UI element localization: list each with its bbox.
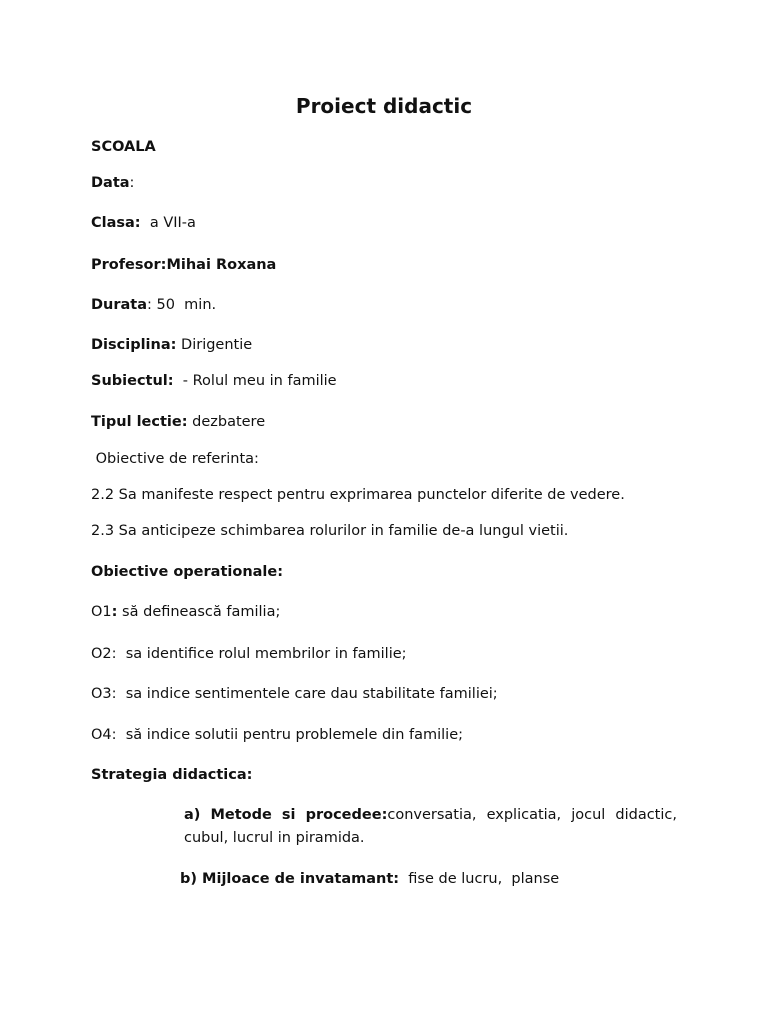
obiectiv-o3: O3: sa indice sentimentele care dau stabilitate familiei; <box>91 686 498 702</box>
metode-label-metode: Metode <box>210 807 272 823</box>
obiective-operationale-heading: Obiective operationale: <box>91 564 284 580</box>
obiective-referinta-heading: Obiective de referinta: <box>91 451 259 467</box>
metode-label-procedee: procedee: <box>305 807 388 823</box>
tipul-label: Tipul lectie: <box>91 414 188 430</box>
obiectiv-o1 <box>91 603 280 621</box>
data-label: Data <box>91 175 130 191</box>
disciplina-value: Dirigentie <box>176 337 253 353</box>
o1-text: să definească familia; <box>117 604 281 620</box>
data-separator: : <box>129 175 135 191</box>
tipul-line <box>91 413 265 431</box>
disciplina-line <box>91 336 252 354</box>
o1-colon: : <box>111 604 118 620</box>
metode-word: explicatia, <box>486 807 562 823</box>
mijloace-line <box>180 870 559 888</box>
mijloace-value: fise de lucru, planse <box>399 871 560 887</box>
profesor-value: Mihai Roxana <box>166 257 277 273</box>
obiectiv-referinta-item: 2.3 Sa anticipeze schimbarea rolurilor in familie de-a lungul vietii. <box>91 523 569 539</box>
clasa-value: a VII-a <box>140 215 196 231</box>
strategia-heading: Strategia didactica: <box>91 767 253 783</box>
document-title: Proiect didactic <box>295 94 473 118</box>
durata-line <box>91 296 216 314</box>
scoala-label: SCOALA <box>91 139 156 155</box>
profesor-label: Profesor: <box>91 257 167 273</box>
metode-procedee-line-2: cubul, lucrul in piramida. <box>184 830 365 846</box>
metode-word: conversatia, <box>387 807 477 823</box>
obiectiv-referinta-item: 2.2 Sa manifeste respect pentru exprimarea punctelor diferite de vedere. <box>91 487 625 503</box>
subiectul-value: - Rolul meu in familie <box>173 373 337 389</box>
tipul-value: dezbatere <box>187 414 266 430</box>
obiectiv-o4: O4: să indice solutii pentru problemele din familie; <box>91 727 464 743</box>
metode-label-si: si <box>281 807 296 823</box>
clasa-label: Clasa: <box>91 215 141 231</box>
metode-word: jocul <box>571 807 606 823</box>
profesor-line <box>91 256 276 274</box>
subiectul-label: Subiectul: <box>91 373 174 389</box>
clasa-line <box>91 214 196 232</box>
metode-procedee-block <box>184 804 677 850</box>
data-line <box>91 174 134 192</box>
disciplina-label: Disciplina: <box>91 337 177 353</box>
durata-label: Durata <box>91 297 148 313</box>
o1-code: O1 <box>91 604 112 620</box>
metode-label-procedee-group <box>306 804 477 827</box>
mijloace-label: b) Mijloace de invatamant: <box>180 871 400 887</box>
metode-label-a: a) <box>184 807 201 823</box>
obiectiv-o2: O2: sa identifice rolul membrilor in familie; <box>91 646 407 662</box>
metode-procedee-line <box>184 804 677 827</box>
subiectul-line <box>91 372 337 390</box>
durata-value: : 50 min. <box>147 297 217 313</box>
metode-word: didactic, <box>615 807 677 823</box>
